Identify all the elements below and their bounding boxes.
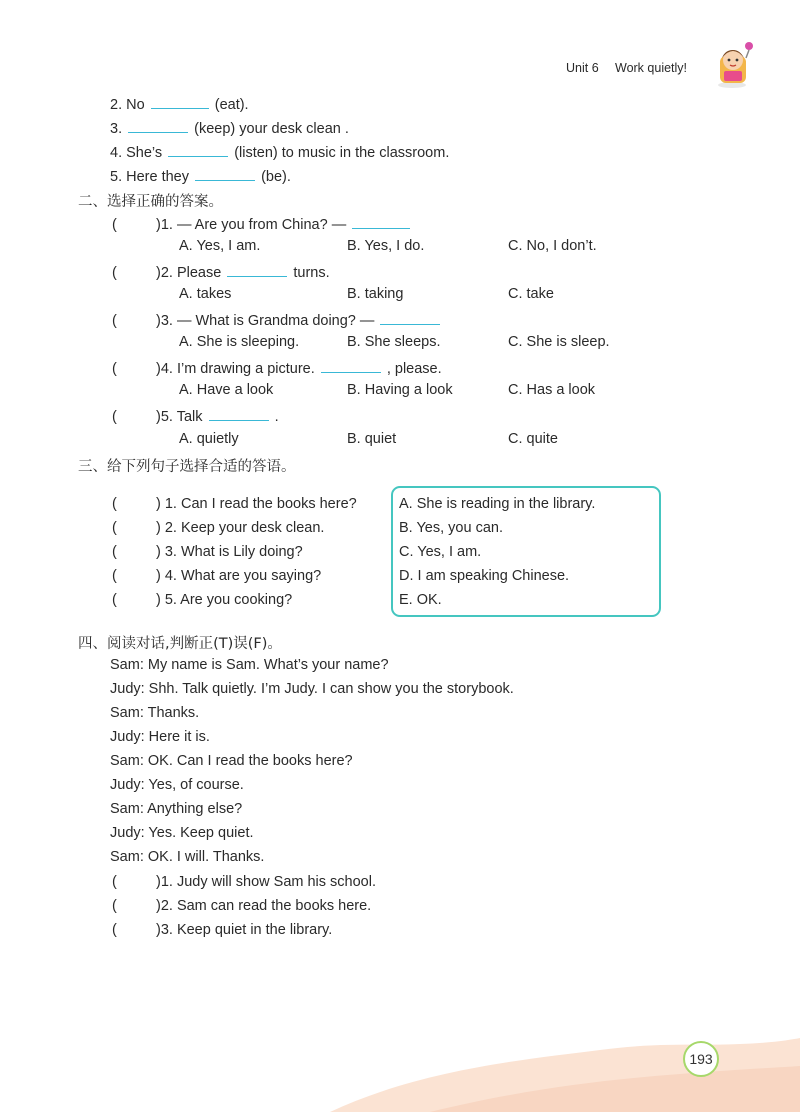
answer-paren[interactable]: (	[112, 544, 117, 560]
answer-paren[interactable]: (	[112, 874, 117, 890]
fill-item-3: 3. (keep) your desk clean .	[110, 118, 349, 137]
answer-blank[interactable]	[380, 310, 440, 325]
mc-question-1: ( )1. — Are you from China? —	[112, 214, 412, 233]
answer-paren[interactable]: (	[112, 217, 117, 233]
option[interactable]: C. take	[508, 286, 554, 302]
section3-heading: 三、给下列句子选择合适的答语。	[78, 459, 296, 475]
fill-item-4: 4. She’s (listen) to music in the classroom.	[110, 142, 449, 161]
match-question: ( ) 3. What is Lily doing?	[112, 544, 303, 560]
answer-blank[interactable]	[227, 262, 287, 277]
mc-question-3: ( )3. — What is Grandma doing? —	[112, 310, 442, 329]
answer-blank[interactable]	[128, 118, 188, 133]
dialogue-line: Sam: OK. Can I read the books here?	[110, 753, 353, 769]
answer-option: D. I am speaking Chinese.	[399, 568, 570, 584]
dialogue-line: Judy: Yes. Keep quiet.	[110, 825, 254, 841]
footer-wave	[0, 1010, 800, 1112]
fill-item-2: 2. No (eat).	[110, 94, 249, 113]
header-title: Work quietly!	[615, 61, 688, 75]
option[interactable]: A. quietly	[179, 431, 239, 447]
answer-option: A. She is reading in the library.	[399, 496, 596, 512]
answer-paren[interactable]: (	[112, 265, 117, 281]
answer-blank[interactable]	[151, 94, 209, 109]
match-question: ( ) 1. Can I read the books here?	[112, 496, 357, 512]
dialogue-line: Judy: Shh. Talk quietly. I’m Judy. I can show you the storybook.	[110, 681, 514, 697]
answer-paren[interactable]: (	[112, 409, 117, 425]
header-unit: Unit 6	[566, 61, 599, 75]
option[interactable]: B. She sleeps.	[347, 334, 441, 350]
mc-question-4: ( )4. I’m drawing a picture. , please.	[112, 358, 442, 377]
answer-paren[interactable]: (	[112, 361, 117, 377]
dialogue-line: Judy: Here it is.	[110, 729, 210, 745]
match-question: ( ) 4. What are you saying?	[112, 568, 322, 584]
dialogue-line: Sam: Thanks.	[110, 705, 200, 721]
answer-blank[interactable]	[168, 142, 228, 157]
section4-heading: 四、阅读对话,判断正(T)误(F)。	[78, 636, 282, 652]
answer-option: E. OK.	[399, 592, 442, 608]
answer-paren[interactable]: (	[112, 496, 117, 512]
option[interactable]: C. No, I don’t.	[508, 238, 597, 254]
section2-heading: 二、选择正确的答案。	[78, 194, 223, 210]
match-question: ( ) 5. Are you cooking?	[112, 592, 293, 608]
answer-paren[interactable]: (	[112, 313, 117, 329]
option[interactable]: B. Having a look	[347, 382, 453, 398]
answer-paren[interactable]: (	[112, 520, 117, 536]
option[interactable]: A. Yes, I am.	[179, 238, 261, 254]
option[interactable]: C. Has a look	[508, 382, 596, 398]
judgement-item: ( )3. Keep quiet in the library.	[112, 922, 333, 938]
option[interactable]: B. Yes, I do.	[347, 238, 425, 254]
answer-option: C. Yes, I am.	[399, 544, 482, 560]
answer-paren[interactable]: (	[112, 898, 117, 914]
answer-blank[interactable]	[195, 166, 255, 181]
dialogue-line: Judy: Yes, of course.	[110, 777, 244, 793]
dialogue-line: Sam: OK. I will. Thanks.	[110, 849, 265, 865]
match-question: ( ) 2. Keep your desk clean.	[112, 520, 325, 536]
dialogue-line: Sam: Anything else?	[110, 801, 243, 817]
answer-paren[interactable]: (	[112, 922, 117, 938]
dialogue-line: Sam: My name is Sam. What’s your name?	[110, 657, 389, 673]
reading-girl-icon	[712, 40, 756, 90]
page-number: 193	[683, 1041, 719, 1077]
answer-blank[interactable]	[321, 358, 381, 373]
judgement-item: ( )1. Judy will show Sam his school.	[112, 874, 376, 890]
mc-question-5: ( )5. Talk .	[112, 406, 279, 425]
answer-option: B. Yes, you can.	[399, 520, 503, 536]
option[interactable]: A. She is sleeping.	[179, 334, 300, 350]
answer-blank[interactable]	[209, 406, 269, 421]
answer-paren[interactable]: (	[112, 568, 117, 584]
option[interactable]: B. quiet	[347, 431, 397, 447]
mc-question-2: ( )2. Please turns.	[112, 262, 330, 281]
option[interactable]: A. takes	[179, 286, 232, 302]
option[interactable]: C. She is sleep.	[508, 334, 610, 350]
fill-item-5: 5. Here they (be).	[110, 166, 291, 185]
answer-paren[interactable]: (	[112, 592, 117, 608]
option[interactable]: B. taking	[347, 286, 404, 302]
answer-blank[interactable]	[352, 214, 410, 229]
option[interactable]: C. quite	[508, 431, 558, 447]
judgement-item: ( )2. Sam can read the books here.	[112, 898, 372, 914]
option[interactable]: A. Have a look	[179, 382, 274, 398]
